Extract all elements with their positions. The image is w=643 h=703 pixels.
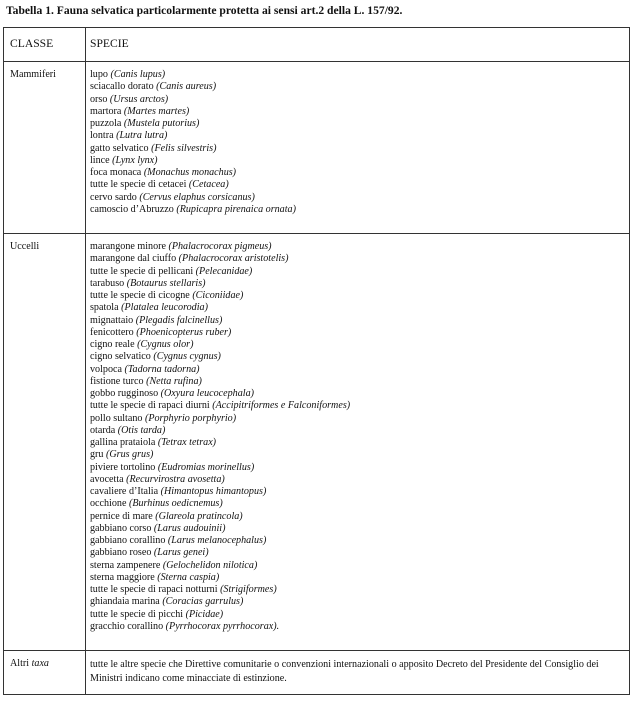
common-name: pernice di mare <box>90 510 156 522</box>
common-name: gabbiano roseo <box>90 547 154 559</box>
species-item <box>90 547 629 559</box>
common-name: cigno selvatico <box>90 351 154 363</box>
table-row <box>4 62 630 234</box>
species-item <box>90 266 629 278</box>
scientific-name: (Canis aureus) <box>156 81 217 93</box>
class-label-mammiferi: Mammiferi <box>4 62 86 234</box>
common-name: puzzola <box>90 118 124 129</box>
common-name: tarabuso <box>90 277 127 289</box>
scientific-name: (Eudromias morinellus) <box>157 461 255 473</box>
common-name: tutte le specie di pellicani <box>90 265 196 277</box>
species-item <box>90 118 629 130</box>
scientific-name: (Netta rufina) <box>146 375 202 387</box>
scientific-name: (Platalea leucorodia) <box>121 302 208 314</box>
species-item <box>90 179 629 191</box>
scientific-name: (Phoenicopterus ruber) <box>136 326 232 338</box>
species-item <box>90 155 629 167</box>
species-item <box>90 462 629 474</box>
species-item <box>90 130 629 142</box>
scientific-name: (Plegadis falcinellus) <box>135 314 223 326</box>
common-name: sterna maggiore <box>90 571 158 583</box>
species-item <box>90 253 629 265</box>
header-row <box>4 28 630 62</box>
scientific-name: (Recurvirostra avosetta) <box>126 473 225 485</box>
common-name: fistione turco <box>90 375 147 387</box>
common-name: gallina prataiola <box>90 437 158 448</box>
common-name: tutte le specie di rapaci notturni <box>90 584 221 595</box>
species-table <box>3 27 630 695</box>
scientific-name: (Felis silvestris) <box>151 142 217 154</box>
species-item <box>90 609 629 621</box>
common-name: tutte le specie di cicogne <box>90 290 193 301</box>
species-item <box>90 486 629 498</box>
species-item <box>90 167 629 179</box>
species-item <box>90 376 629 388</box>
common-name: gru <box>90 449 106 461</box>
common-name: foca monaca <box>90 167 144 178</box>
common-name: marangone dal ciuffo <box>90 253 179 265</box>
species-item <box>90 535 629 547</box>
scientific-name: (Porphyrio porphyrio) <box>144 412 237 424</box>
scientific-name: (Glareola pratincola) <box>155 510 243 522</box>
common-name: martora <box>90 105 124 117</box>
common-name: gabbiano corallino <box>90 535 168 546</box>
scientific-name: (Sterna caspia) <box>157 571 220 583</box>
species-item <box>90 204 629 216</box>
altri-taxa-description: tutte le altre specie che Direttive comunitarie o convenzioni internazionali o apposito Decreto del Presidente del Consiglio dei Ministri indicano come minacciate di estinzione. <box>86 651 630 695</box>
common-name: marangone minore <box>90 241 169 252</box>
common-name: gracchio corallino <box>90 620 166 632</box>
scientific-name: (Lutra lutra) <box>116 130 168 142</box>
common-name: cigno reale <box>90 339 138 350</box>
common-name: orso <box>90 93 110 105</box>
species-item <box>90 572 629 584</box>
scientific-name: (Coracias garrulus) <box>162 596 244 608</box>
species-item <box>90 413 629 425</box>
common-name: lupo <box>90 69 111 80</box>
common-name: mignattaio <box>90 314 136 326</box>
common-name: volpoca <box>90 363 125 375</box>
species-item <box>90 241 629 253</box>
species-item <box>90 560 629 572</box>
common-name: tutte le specie di cetacei <box>90 179 189 191</box>
species-item <box>90 596 629 608</box>
species-list-mammiferi <box>86 62 630 234</box>
species-item <box>90 192 629 204</box>
common-name: gabbiano corso <box>90 522 154 534</box>
scientific-name: (Ciconiidae) <box>192 290 244 301</box>
scientific-name: (Himantopus himantopus) <box>160 486 267 497</box>
scientific-name: (Monachus monachus) <box>143 167 237 178</box>
table-caption: Tabella 1. Fauna selvatica particolarmente protetta ai sensi art.2 della L. 157/92. <box>6 4 403 17</box>
species-item <box>90 81 629 93</box>
scientific-name: (Strigiformes) <box>220 584 277 595</box>
scientific-name: (Phalacrocorax aristotelis) <box>178 253 289 265</box>
scientific-name: (Cetacea) <box>188 179 229 191</box>
species-item <box>90 69 629 81</box>
scientific-name: (Martes martes) <box>123 105 190 117</box>
class-label-uccelli: Uccelli <box>4 234 86 651</box>
scientific-name: (Grus grus) <box>105 449 154 461</box>
species-item <box>90 449 629 461</box>
species-item <box>90 302 629 314</box>
species-item <box>90 584 629 596</box>
scientific-name: (Gelochelidon nilotica) <box>162 559 258 571</box>
common-name: lince <box>90 154 113 166</box>
scientific-name: (Larus melanocephalus) <box>167 535 267 546</box>
scientific-name: (Otis tarda) <box>117 424 166 436</box>
common-name: avocetta <box>90 473 127 485</box>
common-name: spatola <box>90 302 122 314</box>
common-name: gobbo rugginoso <box>90 388 161 399</box>
species-item <box>90 388 629 400</box>
scientific-name: (Picidae) <box>185 608 224 620</box>
header-specie: SPECIE <box>86 28 630 62</box>
species-item <box>90 425 629 437</box>
species-item <box>90 106 629 118</box>
common-name: piviere tortolino <box>90 461 158 473</box>
scientific-name: (Burhinus oedicnemus) <box>128 498 223 510</box>
species-item <box>90 290 629 302</box>
scientific-name: (Canis lupus) <box>110 69 166 80</box>
common-name: tutte le specie di rapaci diurni <box>90 400 213 412</box>
common-name: cervo sardo <box>90 191 140 203</box>
species-item <box>90 621 629 633</box>
common-name: tutte le specie di picchi <box>90 608 186 620</box>
species-item <box>90 327 629 339</box>
header-classe: CLASSE <box>4 28 86 62</box>
scientific-name: (Larus genei) <box>153 547 209 559</box>
scientific-name: (Tadorna tadorna) <box>124 363 200 375</box>
table-row <box>4 234 630 651</box>
common-name: fenicottero <box>90 326 137 338</box>
common-name: gatto selvatico <box>90 142 152 154</box>
scientific-name: (Pyrrhocorax pyrrhocorax). <box>165 620 280 632</box>
species-item <box>90 351 629 363</box>
species-item <box>90 315 629 327</box>
class-label-plain: Altri <box>10 658 32 669</box>
scientific-name: (Accipitriformes e Falconiformes) <box>212 400 351 412</box>
species-item <box>90 523 629 535</box>
species-item <box>90 511 629 523</box>
table-row <box>4 651 630 695</box>
species-item <box>90 400 629 412</box>
species-item <box>90 278 629 290</box>
class-label-italic: taxa <box>31 658 49 669</box>
scientific-name: (Ursus arctos) <box>109 93 169 105</box>
scientific-name: (Cervus elaphus corsicanus) <box>139 191 255 203</box>
scientific-name: (Phalacrocorax pigmeus) <box>168 241 272 252</box>
common-name: ghiandaia marina <box>90 596 163 608</box>
scientific-name: (Pelecanidae) <box>195 265 253 277</box>
common-name: cavaliere d’Italia <box>90 486 161 497</box>
species-item <box>90 474 629 486</box>
scientific-name: (Mustela putorius) <box>123 118 200 129</box>
common-name: camoscio d’Abruzzo <box>90 203 177 215</box>
scientific-name: (Tetrax tetrax) <box>157 437 217 448</box>
common-name: sciacallo dorato <box>90 81 157 93</box>
common-name: otarda <box>90 424 118 436</box>
species-item <box>90 498 629 510</box>
species-list-uccelli <box>86 234 630 651</box>
species-item <box>90 94 629 106</box>
species-item <box>90 437 629 449</box>
species-item <box>90 364 629 376</box>
species-item <box>90 143 629 155</box>
common-name: sterna zampenere <box>90 559 163 571</box>
scientific-name: (Lynx lynx) <box>112 154 158 166</box>
scientific-name: (Oxyura leucocephala) <box>160 388 254 399</box>
class-label-altri-taxa <box>4 651 86 695</box>
scientific-name: (Cygnus cygnus) <box>153 351 221 363</box>
scientific-name: (Rupicapra pirenaica ornata) <box>176 203 296 215</box>
common-name: lontra <box>90 130 117 142</box>
scientific-name: (Cygnus olor) <box>137 339 194 350</box>
scientific-name: (Larus audouinii) <box>153 522 226 534</box>
scientific-name: (Botaurus stellaris) <box>126 277 206 289</box>
common-name: occhione <box>90 498 129 510</box>
species-item <box>90 339 629 351</box>
common-name: pollo sultano <box>90 412 145 424</box>
